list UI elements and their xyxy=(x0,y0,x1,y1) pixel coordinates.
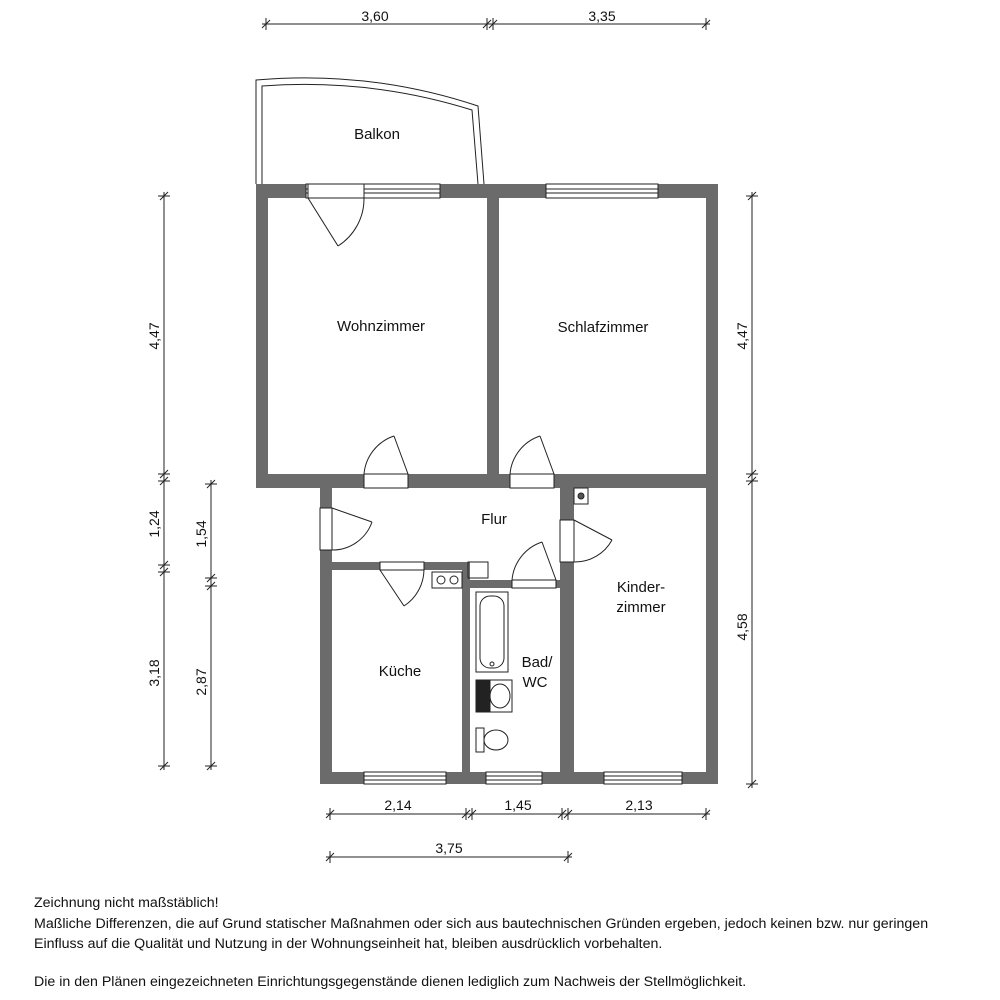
room-label-kinderzimmer-line1: Kinder- xyxy=(616,579,666,596)
room-label-flur: Flur xyxy=(481,511,507,528)
note-dimensions: Maßliche Differenzen, die auf Grund statischer Maßnahmen oder sich aus bautechnischen Gründen ergeben, jedoch keinen bzw. nur geringen Einfluss auf die Qualität und Nutzung in der Wohnungseinheit hat, bleiben ausdrücklich vorbehalten. xyxy=(34,915,929,952)
room-label-schlafzimmer: Schlafzimmer xyxy=(557,319,649,336)
room-label-kueche: Küche xyxy=(378,663,422,680)
room-label-bad-line2: WC xyxy=(522,674,548,691)
dim-right-lower: 4,58 xyxy=(734,613,750,641)
dim-top-left: 3,60 xyxy=(361,8,389,24)
dim-left-upper: 4,47 xyxy=(146,322,162,350)
dim-top-right: 3,35 xyxy=(588,8,616,24)
dim-right-upper: 4,47 xyxy=(734,322,750,350)
dim-bottom-right: 2,13 xyxy=(625,797,653,813)
note-scale: Zeichnung nicht maßstäblich! xyxy=(34,895,219,911)
room-label-balkon: Balkon xyxy=(354,126,400,143)
room-label-wohnzimmer: Wohnzimmer xyxy=(336,318,426,335)
dim-left-middle: 1,24 xyxy=(146,510,162,538)
doors xyxy=(308,184,612,606)
disclaimer-notes xyxy=(34,893,974,992)
dim-left-lower: 3,18 xyxy=(146,659,162,687)
dim-bottom-middle: 1,45 xyxy=(504,797,532,813)
dim-bottom-left: 2,14 xyxy=(384,797,412,813)
dim-left-inner-lower: 2,87 xyxy=(193,668,209,696)
dim-bottom-total: 3,75 xyxy=(435,840,463,856)
note-furniture: Die in den Plänen eingezeichneten Einrichtungsgegenstände dienen lediglich zum Nachweis der Stellmöglichkeit. xyxy=(34,973,747,990)
room-label-bad-line1: Bad/ xyxy=(521,654,553,671)
dim-left-inner-upper: 1,54 xyxy=(193,520,209,548)
room-label-kinderzimmer-line2: zimmer xyxy=(616,599,666,616)
dimension-lines xyxy=(158,18,758,863)
